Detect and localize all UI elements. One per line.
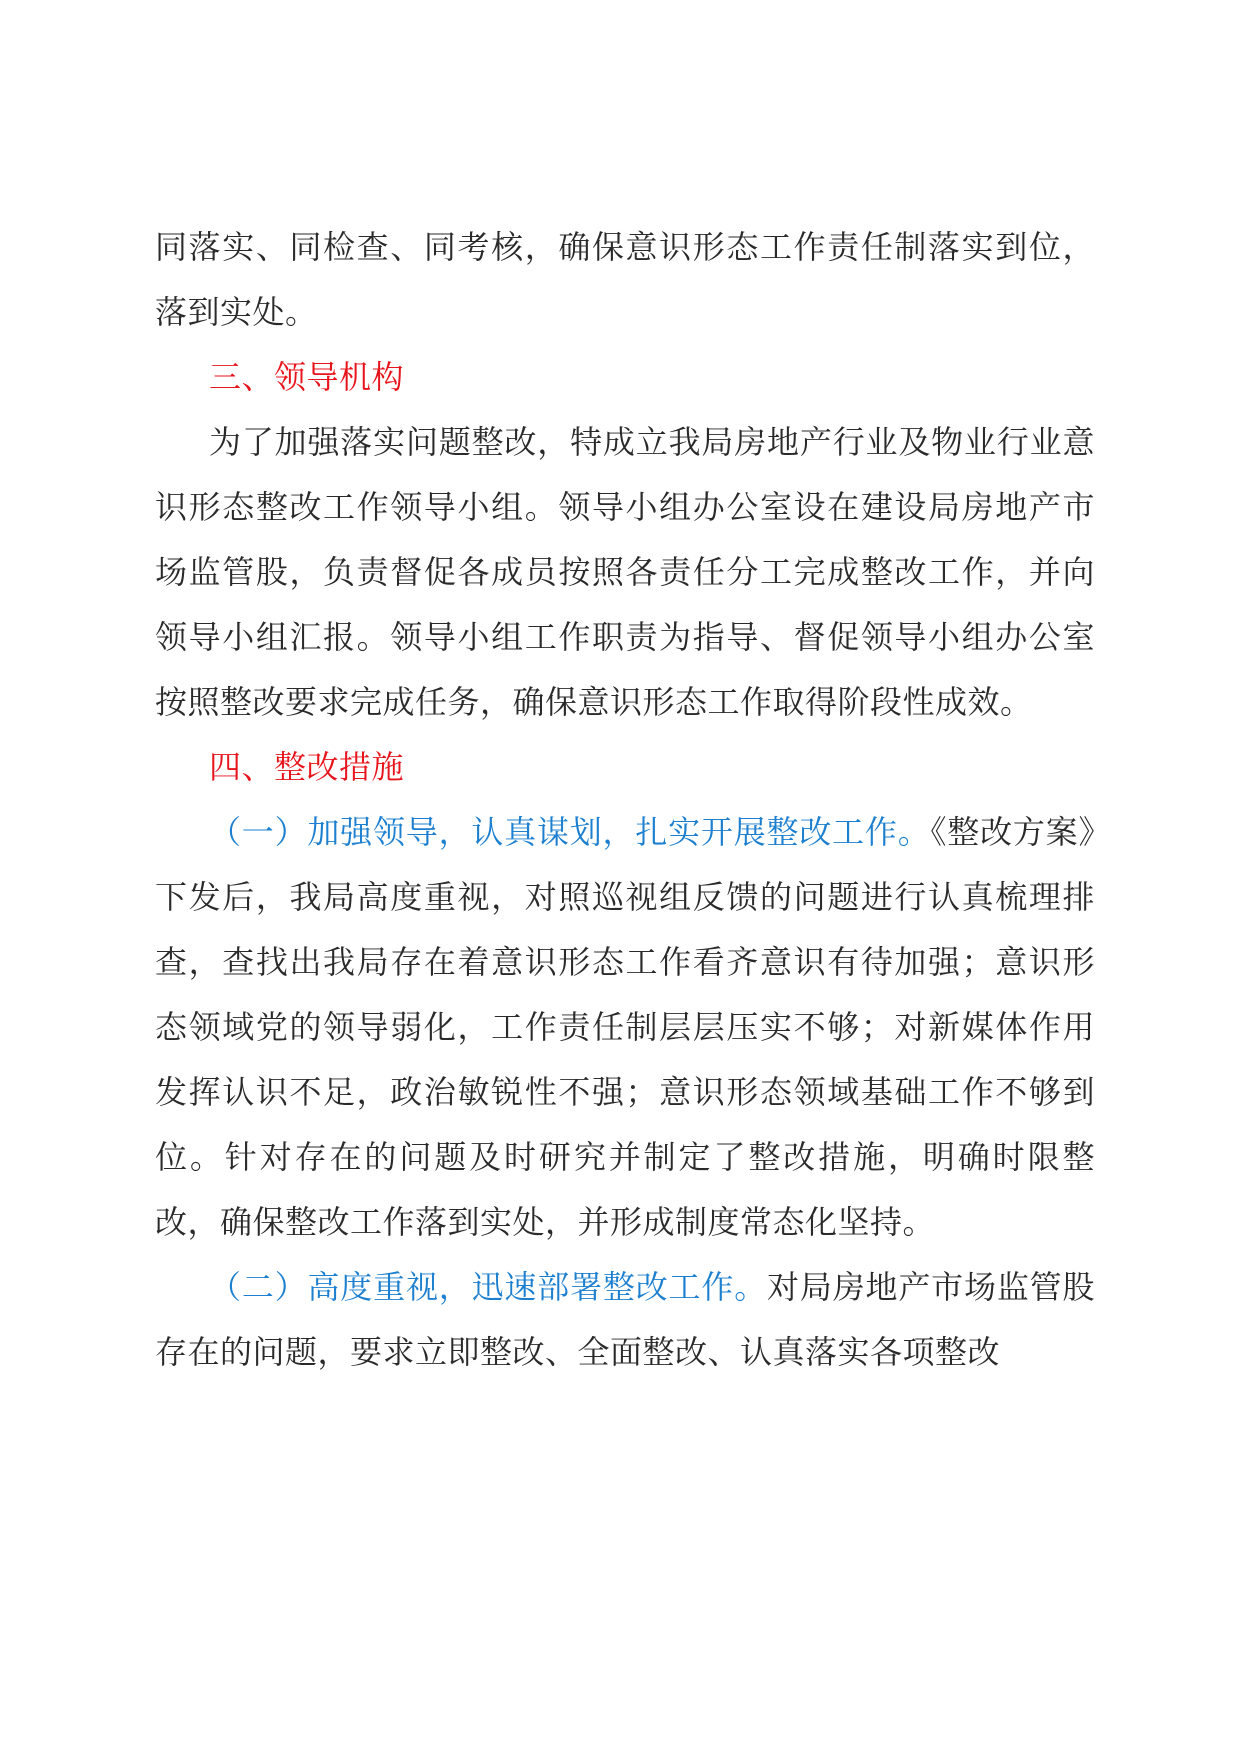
paragraph-measure-2	[155, 1255, 1095, 1385]
section-heading-leadership: 三、领导机构	[209, 358, 405, 396]
section-heading-measures: 四、整改措施	[209, 748, 405, 786]
paragraph-continued: 同落实、同检查、同考核，确保意识形态工作责任制落实到位，落到实处。	[155, 228, 1095, 331]
measure-2-body: 对局房地产市场监管股存在的问题，要求立即整改、全面整改、认真落实各项整改	[155, 1268, 1095, 1371]
measure-1-body: 《整改方案》下发后，我局高度重视，对照巡视组反馈的问题进行认真梳理排查，查找出我局存在着意识形态工作看齐意识有待加强；意识形态领域党的领导弱化，工作责任制层层压实不够；对新媒体作用发挥认识不足，政治敏锐性不强；意识形态领域基础工作不够到位。针对存在的问题及时研究并制定了整改措施，明确时限整改，确保整改工作落到实处，并形成制度常态化坚持。	[155, 813, 1095, 1241]
subheading-measure-2: （二）高度重视，迅速部署整改工作。	[209, 1268, 768, 1306]
paragraph-leadership: 为了加强落实问题整改，特成立我局房地产行业及物业行业意识形态整改工作领导小组。领导小组办公室设在建设局房地产市场监管股，负责督促各成员按照各责任分工完成整改工作，并向领导小组汇报。领导小组工作职责为指导、督促领导小组办公室按照整改要求完成任务，确保意识形态工作取得阶段性成效。	[155, 423, 1095, 721]
subheading-measure-1: （一）加强领导，认真谋划，扎实开展整改工作。	[209, 813, 931, 851]
paragraph-measure-1	[155, 800, 1095, 1255]
document-page	[155, 215, 1095, 1385]
